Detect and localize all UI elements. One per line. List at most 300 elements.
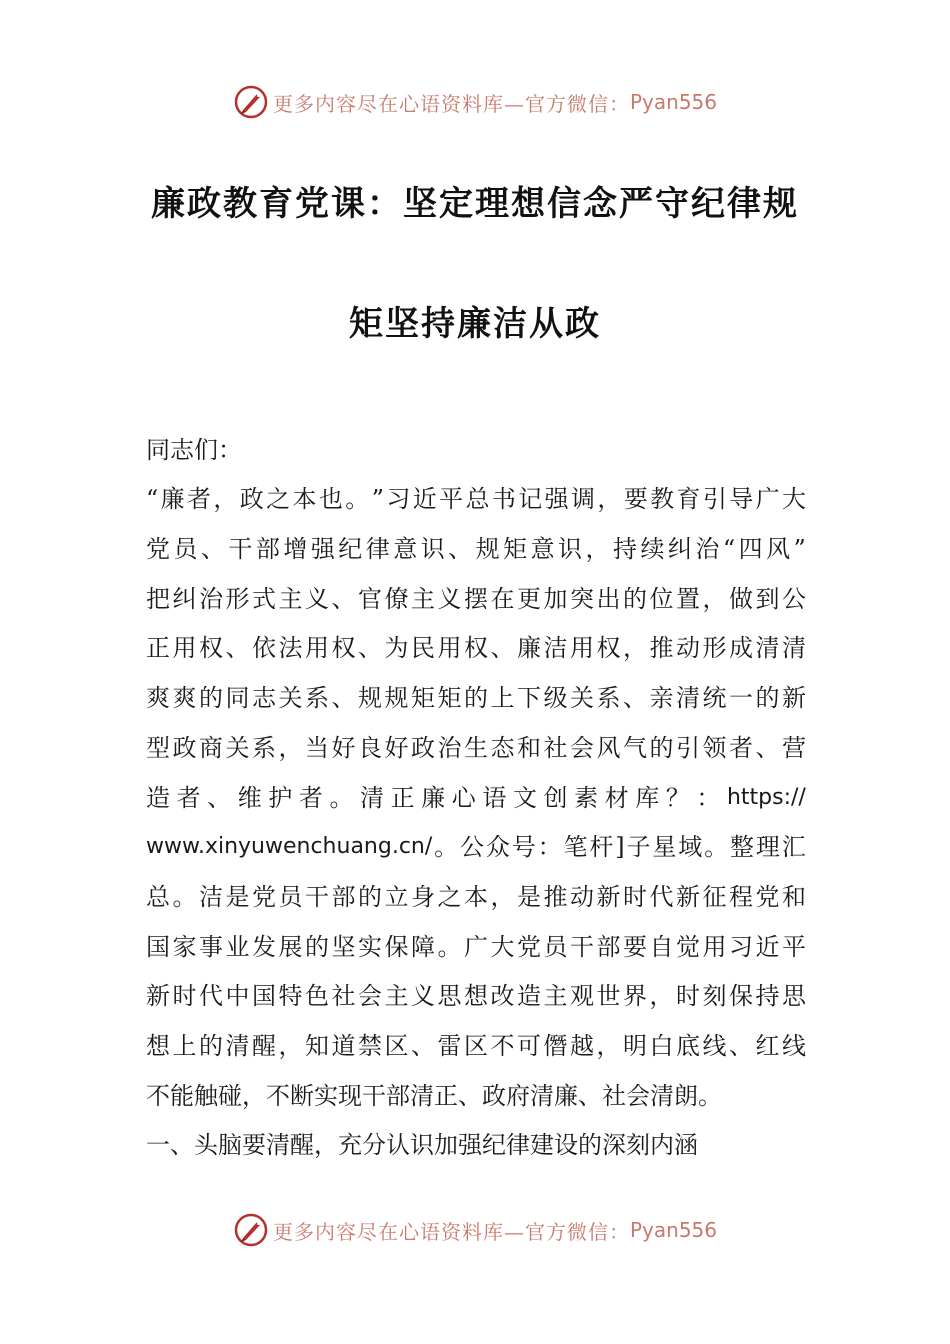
text-run: 义 [437,585,462,613]
text-run: 廉 [517,634,541,662]
text-run: 明 [623,1032,647,1060]
text-run: 是 [225,883,250,911]
text-run: 统 [702,684,727,712]
text-run: ] [615,833,625,861]
text-run: ， [596,1032,621,1060]
text-run: 观 [570,982,594,1010]
text-run: 僭 [543,1032,568,1060]
text-run: 的 [305,933,329,961]
text-run: ” [371,485,384,513]
text-run: 规 [384,684,409,712]
text-run: ， [278,734,303,762]
text-run: 部 [596,933,621,961]
footer-banner [0,1208,950,1252]
text-run: 政 [411,734,435,762]
document-title-line-1: 廉政教育党课：坚定理想信念严守纪律规 [151,184,799,224]
text-run: 不 [490,1032,515,1060]
text-run: 、 [207,784,232,812]
text-run: 导 [729,485,754,513]
text-run: 领 [702,734,727,762]
text-run: 觉 [676,933,700,961]
text-run: 会 [570,734,594,762]
text-run: 雷 [437,1032,462,1060]
text-run: 也 [318,485,343,513]
text-run: 廉 [421,784,446,812]
text-run: 底 [676,1032,700,1060]
text-run: 矩 [503,535,528,563]
text-run: 、 [490,634,515,662]
text-run: 强 [310,535,335,563]
text-run: 关 [570,684,594,712]
text-run: 语 [482,784,507,812]
text-run: 上 [490,684,515,712]
text-run: 主 [278,585,303,613]
text-run: 续 [640,535,665,563]
body-line-10 [146,929,806,965]
text-run: “ [722,535,736,563]
text-run: 型 [146,734,170,762]
text-run: 摆 [464,585,488,613]
text-run: 和 [517,734,541,762]
text-run: 、 [755,734,780,762]
text-run: 纠 [667,535,692,563]
text-run: 近 [412,485,437,513]
text-run: 是 [517,883,541,911]
text-run: 家 [172,933,197,961]
text-run: 书 [491,485,516,513]
text-run: 式 [252,585,276,613]
text-run: 的 [623,585,647,613]
text-run: 时 [623,883,647,911]
text-run: 营 [782,734,806,762]
text-run: 、 [729,1032,753,1060]
text-run: 干 [228,535,253,563]
text-run: 本 [292,485,317,513]
text-run: 发 [252,933,276,961]
text-run: https:// [726,785,806,810]
text-run: 四 [738,535,763,563]
text-run: 权 [464,634,488,662]
text-run: 库 [635,784,660,812]
text-run: 的 [358,883,382,911]
text-run: 心 [451,784,476,812]
text-run: 主 [411,585,435,613]
text-run: 好 [384,734,409,762]
text-run: ？ [665,784,690,812]
text-run: 做 [729,585,753,613]
text-run: 党 [517,933,541,961]
text-run: 线 [702,1032,727,1060]
text-run: 教 [650,485,675,513]
text-run: 公 [460,833,485,861]
text-run: 权 [331,634,356,662]
text-run: 官 [358,585,382,613]
text-run: 近 [755,933,780,961]
text-run: 国 [252,982,276,1010]
text-run: 造 [146,784,170,812]
text-run: 域 [678,833,703,861]
text-run: 中 [225,982,250,1010]
text-run: 平 [782,933,806,961]
text-run: 亲 [649,684,674,712]
text-run: 主 [543,982,568,1010]
text-run: 位 [649,585,674,613]
text-run: 线 [782,1032,806,1060]
text-run: ” [793,535,806,563]
text-run: 红 [755,1032,780,1060]
text-run: 增 [283,535,308,563]
text-run: 代 [199,982,223,1010]
section-heading: 一、头脑要清醒，充分认识加强纪律建设的深刻内涵 [146,1131,698,1159]
body-line-5 [146,680,806,716]
text-run: 保 [384,933,409,961]
text-run: 加 [543,585,568,613]
text-run: 社 [331,982,356,1010]
text-run: ， [623,634,647,662]
text-run: 识 [558,535,583,563]
body-line-7 [146,780,806,816]
text-run: 保 [729,982,753,1010]
text-run: 规 [475,535,500,563]
text-run: 政 [172,734,197,762]
pen-logo-icon [233,84,269,120]
text-run: 干 [305,883,329,911]
text-run: 法 [278,634,303,662]
text-run: 商 [199,734,223,762]
text-run: 星 [652,833,677,861]
text-run: 当 [305,734,329,762]
text-run: 国 [146,933,170,961]
text-run: 用 [570,634,594,662]
text-run: 风 [596,734,621,762]
text-run: 推 [543,883,568,911]
text-run: 新 [146,982,170,1010]
text-run: 出 [596,585,621,613]
text-run: 者 [187,485,212,513]
text-run: 下 [517,684,541,712]
salutation: 同志们： [146,436,242,464]
text-run: 风 [766,535,791,563]
body-line-1 [146,481,806,517]
text-run: 代 [649,883,674,911]
text-run: 白 [649,1032,674,1060]
text-run: 思 [437,982,462,1010]
text-run: 世 [596,982,621,1010]
text-run: 事 [199,933,223,961]
text-run: 醒 [252,1032,276,1060]
text-run: 治 [437,734,462,762]
text-run: 系 [596,684,621,712]
text-run: 区 [384,1032,409,1060]
text-run: 纪 [338,535,363,563]
text-run: 立 [384,883,409,911]
body-line-11 [146,978,806,1014]
text-run: 总 [465,485,490,513]
text-run: 矩 [411,684,435,712]
text-run: 要 [623,485,648,513]
text-run: 引 [702,485,727,513]
text-run: 维 [237,784,262,812]
text-run: 主 [384,982,409,1010]
text-run: 思 [782,982,806,1010]
text-run: 坚 [331,933,356,961]
text-run: 廉 [160,485,185,513]
text-run: 。 [437,933,462,961]
body-line-3 [146,581,806,617]
text-run: 成 [729,634,753,662]
text-run: 态 [490,734,515,762]
text-run: 文 [512,784,537,812]
text-run: 笔 [563,833,588,861]
text-run: 义 [411,982,435,1010]
text-run: 清 [676,684,700,712]
text-run: 想 [146,1032,170,1060]
text-run: 爽 [146,684,170,712]
text-run: 突 [570,585,594,613]
text-run: 员 [278,883,303,911]
text-run: 习 [729,933,753,961]
text-run: 用 [305,634,329,662]
text-run: 、 [200,535,225,563]
text-run: 党 [252,883,276,911]
text-run: 材 [604,784,629,812]
text-run: 障 [411,933,435,961]
text-run: 党 [146,535,170,563]
text-run: ： [696,784,721,812]
text-run: 色 [305,982,329,1010]
text-run: 社 [543,734,568,762]
body-line-2 [146,531,806,567]
body-line-8 [146,829,806,865]
text-run: 之 [266,485,291,513]
text-run: 时 [172,982,197,1010]
text-run: 。 [704,833,729,861]
text-run: 良 [358,734,382,762]
text-run: 清 [755,634,780,662]
text-run: 强 [544,485,569,513]
text-run: 清 [225,1032,250,1060]
text-run: 的 [199,1032,223,1060]
text-run: 纠 [172,585,197,613]
text-run: 把 [146,585,170,613]
text-run: 征 [702,883,727,911]
text-run: 好 [331,734,356,762]
text-run: 调 [570,485,595,513]
text-run: 自 [649,933,674,961]
text-run: 正 [146,634,170,662]
text-run: 生 [464,734,488,762]
text-run: 杆 [589,833,614,861]
text-run: 总 [146,883,170,911]
text-run: 程 [729,883,753,911]
text-run: 会 [358,982,382,1010]
text-run: 部 [331,883,356,911]
text-run: 用 [172,634,197,662]
text-run: 禁 [358,1032,382,1060]
text-run: 系 [252,734,276,762]
text-run: 、 [225,634,250,662]
text-run: 理 [755,833,780,861]
text-run: 大 [781,485,806,513]
text-run: ， [490,883,515,911]
text-run: 部 [255,535,280,563]
text-run: 想 [464,982,488,1010]
body-line-9 [146,879,806,915]
text-run: www.xinyuwenchuang.cn/ [146,834,433,859]
text-run: 业 [225,933,250,961]
text-run: 员 [173,535,198,563]
text-run: 要 [623,933,647,961]
text-run: 新 [676,883,700,911]
text-run: 权 [199,634,223,662]
text-run: 形 [225,585,250,613]
text-run: 的 [199,684,223,712]
text-run: 可 [517,1032,541,1060]
text-run: 。 [329,784,354,812]
text-run: 到 [755,585,780,613]
text-run: 政 [239,485,264,513]
text-run: 者 [298,784,323,812]
text-run: 、 [448,535,473,563]
text-run: 置 [676,585,700,613]
header-banner [0,80,950,124]
text-run: 的 [464,684,488,712]
text-run: 区 [464,1032,488,1060]
text-run: 依 [252,634,276,662]
text-run: 广 [755,485,780,513]
text-run: 。 [434,833,459,861]
text-run: 律 [365,535,390,563]
text-run: 护 [268,784,293,812]
text-run: 识 [420,535,445,563]
text-run: 者 [176,784,201,812]
text-run: 的 [755,684,780,712]
text-run: 清 [360,784,385,812]
text-run: 意 [393,535,418,563]
text-run: 道 [331,1032,356,1060]
text-run: 形 [702,634,727,662]
text-run: 爽 [172,684,197,712]
text-run: 本 [464,883,488,911]
text-run: 公 [782,585,806,613]
text-run: 系 [305,684,329,712]
text-run: 造 [517,982,541,1010]
body-line-12 [146,1028,806,1064]
text-run: 新 [782,684,806,712]
text-run: 推 [649,634,674,662]
text-run: 之 [437,883,462,911]
text-run: 和 [782,883,806,911]
text-run: 子 [626,833,651,861]
pen-logo-icon [233,1212,269,1248]
text-run: 展 [278,933,303,961]
text-run: 众 [485,833,510,861]
text-run: 。 [345,485,370,513]
text-run: ， [213,485,238,513]
text-run: 党 [755,883,780,911]
text-run: 者 [729,734,753,762]
document-title-line-2: 矩坚持廉洁从政 [349,304,601,344]
text-run: 关 [225,734,250,762]
text-run: 权 [596,634,621,662]
text-run: 大 [490,933,515,961]
text-run: 在 [490,585,515,613]
text-run: 同 [225,684,250,712]
text-run: 。 [172,883,197,911]
text-run: 改 [490,982,515,1010]
text-run: 一 [729,684,753,712]
text-run: 、 [358,634,382,662]
body-line-13: 不能触碰，不断实现干部清正、政府清廉、社会清朗。 [146,1082,722,1110]
text-run: 上 [172,1032,197,1060]
text-run: 气 [623,734,647,762]
text-run: 民 [411,634,435,662]
text-run: ， [702,585,727,613]
text-run: “ [146,485,159,513]
text-run: 动 [570,883,594,911]
text-run: 素 [574,784,599,812]
banner-text: 更多内容尽在心语资料库—官方微信： [272,91,630,116]
text-run: 治 [199,585,223,613]
text-run: 级 [543,684,568,712]
text-run: 实 [358,933,382,961]
text-run: 义 [305,585,329,613]
text-run: ， [649,982,674,1010]
text-run: 关 [278,684,303,712]
text-run: ， [278,1032,303,1060]
text-run: 意 [530,535,555,563]
text-run: 洁 [543,634,568,662]
text-run: 汇 [781,833,806,861]
text-run: 平 [439,485,464,513]
text-run: 习 [386,485,411,513]
text-run: 洁 [199,883,223,911]
text-run: 规 [358,684,382,712]
text-run: 用 [702,933,727,961]
text-run: ： [537,833,562,861]
text-run: ， [597,485,622,513]
text-run: 持 [755,982,780,1010]
text-run: 刻 [702,982,727,1010]
text-run: 干 [570,933,594,961]
text-run: 、 [411,1032,435,1060]
text-run: 、 [331,684,356,712]
text-run: 为 [384,634,409,662]
text-run: 更 [517,585,541,613]
text-run: ， [585,535,610,563]
banner-wechat-id: Pyan556 [629,90,717,114]
text-run: 治 [695,535,720,563]
text-run: 育 [676,485,701,513]
text-run: 的 [649,734,674,762]
text-run: 号 [511,833,536,861]
text-run: 、 [331,585,356,613]
banner-text: 更多内容尽在心语资料库—官方微信： [272,1219,630,1244]
text-run: 知 [305,1032,329,1060]
text-run: 动 [676,634,700,662]
banner-wechat-id: Pyan556 [629,1218,717,1242]
text-run: 引 [676,734,700,762]
body-line-6 [146,730,806,766]
text-run: 、 [623,684,647,712]
text-run: 用 [437,634,462,662]
body-line-4 [146,630,806,666]
text-run: 矩 [437,684,462,712]
text-run: 员 [543,933,568,961]
text-run: 界 [623,982,647,1010]
text-run: 特 [278,982,303,1010]
text-run: 时 [676,982,700,1010]
